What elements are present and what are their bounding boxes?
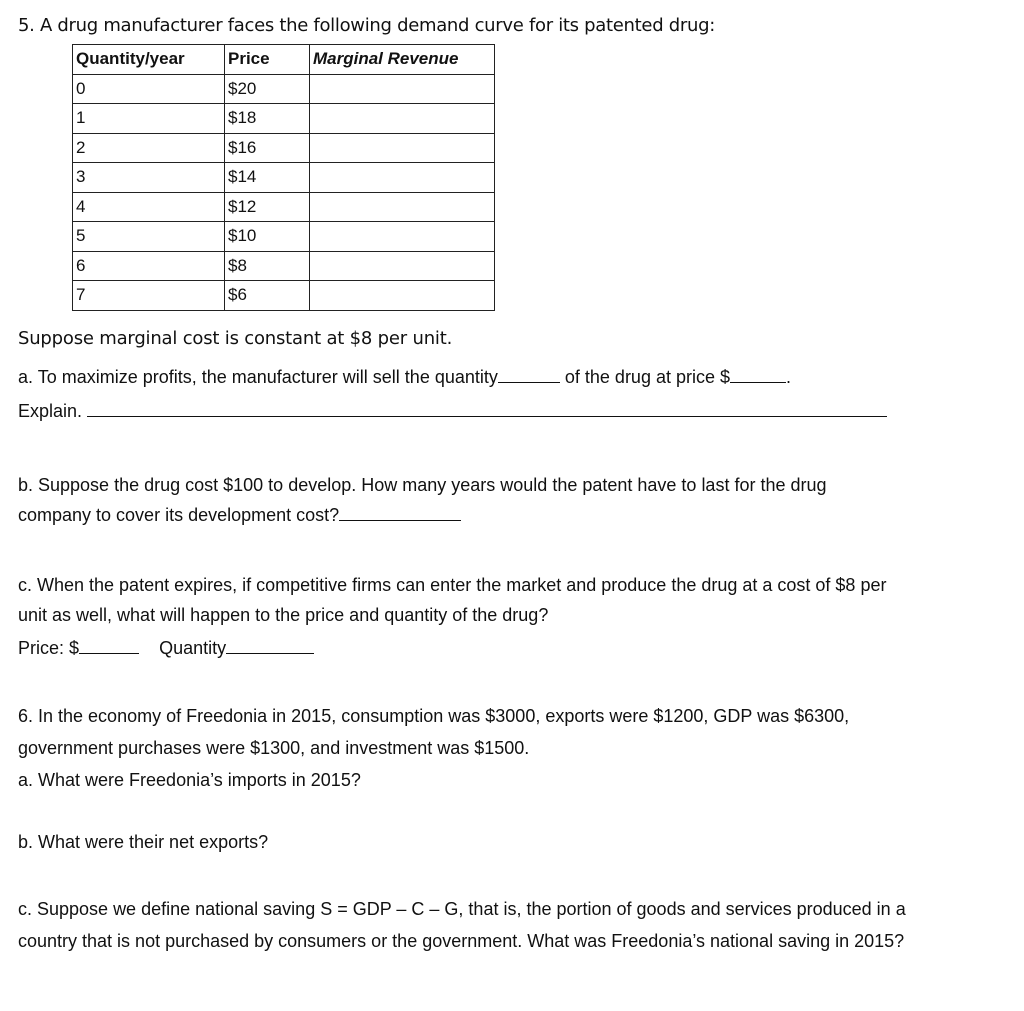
header-marginal-revenue: Marginal Revenue <box>310 45 495 75</box>
table-row <box>73 192 495 222</box>
demand-table <box>72 44 495 311</box>
table-row <box>73 251 495 281</box>
q6-part-c-line1: c. Suppose we define national saving S = GDP – C – G, that is, the portion of goods and services produced in a <box>18 899 906 919</box>
table-row <box>73 222 495 252</box>
cell-price: $12 <box>225 192 310 222</box>
q5-part-b <box>18 470 827 530</box>
q6-part-c <box>18 893 906 957</box>
q5-part-c-line1: c. When the patent expires, if competitive firms can enter the market and produce the drug at a cost of $8 per <box>18 575 887 595</box>
q5-part-a-text2: of the drug at price $ <box>564 367 730 387</box>
cell-price: $14 <box>225 163 310 193</box>
cell-quantity: 5 <box>73 222 225 252</box>
q5-title: 5. A drug manufacturer faces the following demand curve for its patented drug: <box>18 15 715 36</box>
quantity-answer-blank[interactable] <box>498 366 560 383</box>
cell-price: $18 <box>225 104 310 134</box>
cell-marginal-revenue[interactable] <box>310 222 495 252</box>
cell-price: $6 <box>225 281 310 311</box>
cell-marginal-revenue[interactable] <box>310 251 495 281</box>
q5-explain <box>18 400 887 422</box>
header-quantity: Quantity/year <box>73 45 225 75</box>
cell-quantity: 7 <box>73 281 225 311</box>
q6-part-c-line2: country that is not purchased by consumers or the government. What was Freedonia’s national saving in 2015? <box>18 931 905 951</box>
cell-marginal-revenue[interactable] <box>310 133 495 163</box>
cell-quantity: 0 <box>73 74 225 104</box>
header-price: Price <box>225 45 310 75</box>
q5-part-c-line2: unit as well, what will happen to the price and quantity of the drug? <box>18 605 549 625</box>
q5-part-c-answers <box>18 637 314 659</box>
marginal-cost-statement: Suppose marginal cost is constant at $8 per unit. <box>18 328 453 349</box>
cell-marginal-revenue[interactable] <box>310 163 495 193</box>
years-answer-blank[interactable] <box>339 504 461 521</box>
q5-part-c <box>18 570 886 630</box>
cell-price: $10 <box>225 222 310 252</box>
quantity-label: Quantity <box>159 638 227 658</box>
competitive-quantity-blank[interactable] <box>226 637 314 654</box>
q5-part-a <box>18 366 791 388</box>
q5-part-b-line1: b. Suppose the drug cost $100 to develop. How many years would the patent have to last for the drug <box>18 475 827 495</box>
q5-part-a-text3: . <box>786 367 792 387</box>
explain-answer-blank[interactable] <box>87 400 887 417</box>
q5-part-a-text1: a. To maximize profits, the manufacturer will sell the quantity <box>18 367 498 387</box>
cell-marginal-revenue[interactable] <box>310 74 495 104</box>
q5-part-b-line2: company to cover its development cost? <box>18 505 340 525</box>
cell-quantity: 1 <box>73 104 225 134</box>
price-answer-blank[interactable] <box>730 366 786 383</box>
cell-quantity: 2 <box>73 133 225 163</box>
table-header-row <box>73 45 495 75</box>
q6-line1: 6. In the economy of Freedonia in 2015, consumption was $3000, exports were $1200, GDP was $6300, <box>18 706 850 726</box>
cell-marginal-revenue[interactable] <box>310 281 495 311</box>
q6-part-b: b. What were their net exports? <box>18 832 269 852</box>
table-row <box>73 163 495 193</box>
q6-part-a: a. What were Freedonia’s imports in 2015? <box>18 770 361 790</box>
q6-intro <box>18 700 849 796</box>
q6-line2: government purchases were $1300, and investment was $1500. <box>18 738 530 758</box>
cell-marginal-revenue[interactable] <box>310 104 495 134</box>
competitive-price-blank[interactable] <box>79 637 139 654</box>
table-row <box>73 133 495 163</box>
cell-quantity: 6 <box>73 251 225 281</box>
cell-price: $20 <box>225 74 310 104</box>
price-label: Price: $ <box>18 638 80 658</box>
cell-quantity: 3 <box>73 163 225 193</box>
table-row <box>73 281 495 311</box>
cell-price: $8 <box>225 251 310 281</box>
explain-label: Explain. <box>18 401 83 421</box>
table-row <box>73 74 495 104</box>
table-row <box>73 104 495 134</box>
cell-price: $16 <box>225 133 310 163</box>
cell-quantity: 4 <box>73 192 225 222</box>
cell-marginal-revenue[interactable] <box>310 192 495 222</box>
